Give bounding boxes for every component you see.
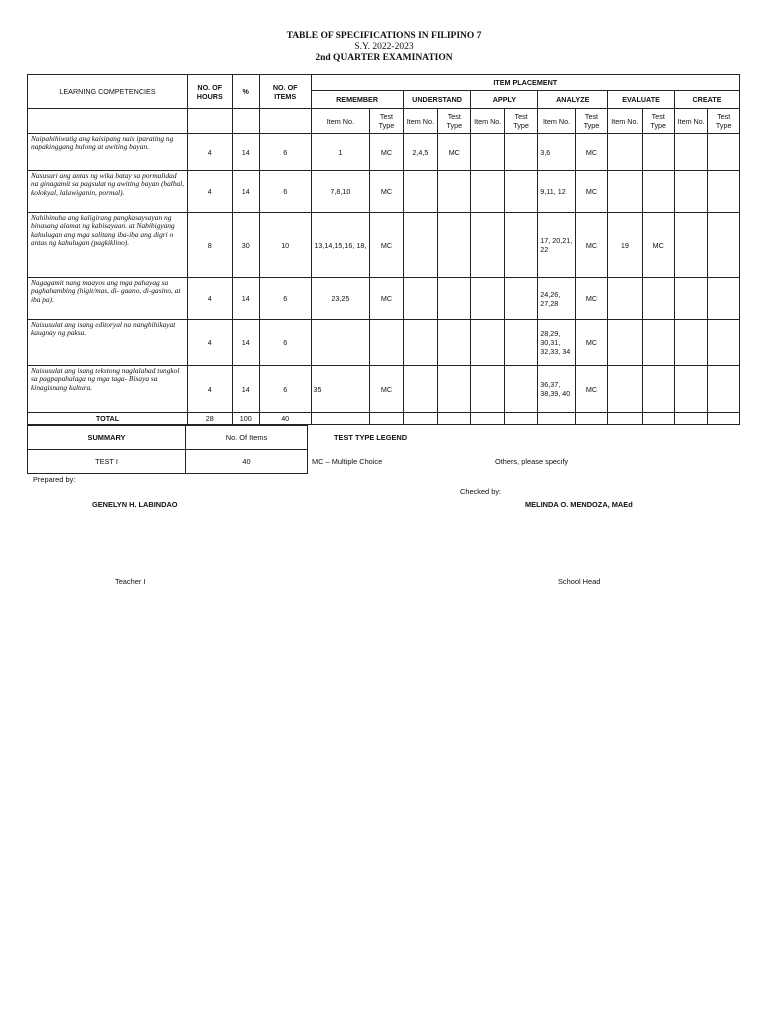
header-item-placement: ITEM PLACEMENT (311, 75, 739, 91)
items-cell: 6 (259, 366, 311, 413)
understand-test-type (438, 320, 471, 366)
remember-item-no: 1 (311, 134, 370, 171)
summary-test-items: 40 (186, 450, 308, 474)
competency-text: Naipahihiwatig ang kaisipang nais iparating ng napakinggang bulong at awiting bayan. (28, 134, 188, 171)
items-cell: 6 (259, 278, 311, 320)
summary-items-header: No. Of Items (186, 426, 308, 450)
apply-test-type (504, 134, 537, 171)
remember-item-no (311, 320, 370, 366)
blank-cell (538, 413, 575, 425)
apply-item-no (471, 320, 504, 366)
competency-text: Nasusuri ang antas ng wika batay sa pormalidad na ginagamit sa pagsulat ng awiting bayan (balbal, kolokyal, lalawiganin, pormal). (28, 171, 188, 213)
create-item-no (674, 366, 707, 413)
specification-table (27, 74, 740, 425)
hours-cell: 4 (188, 134, 233, 171)
understand-item-no (403, 213, 437, 278)
hours-cell: 4 (188, 278, 233, 320)
create-test-type (708, 320, 740, 366)
blank-cell (438, 413, 471, 425)
header-learning-competencies: LEARNING COMPETENCIES (28, 75, 188, 109)
table-row (28, 278, 740, 320)
blank-cell (232, 109, 259, 134)
blank-cell (259, 109, 311, 134)
subheader-item-no: Item No. (471, 109, 504, 134)
understand-test-type (438, 213, 471, 278)
understand-item-no (403, 278, 437, 320)
subheader-item-no: Item No. (403, 109, 437, 134)
summary-table (27, 425, 308, 474)
analyze-item-no: 3,6 (538, 134, 575, 171)
total-percent: 100 (232, 413, 259, 425)
remember-item-no: 35 (311, 366, 370, 413)
subheader-test-type: Test Type (708, 109, 740, 134)
checked-by-label: Checked by: (460, 487, 502, 496)
items-cell: 6 (259, 134, 311, 171)
subheader-item-no: Item No. (608, 109, 642, 134)
legend-others: Others, please specify (495, 457, 569, 466)
total-items: 40 (259, 413, 311, 425)
understand-item-no (403, 171, 437, 213)
table-row (28, 134, 740, 171)
percent-cell: 14 (232, 366, 259, 413)
level-evaluate: EVALUATE (608, 91, 675, 109)
remember-item-no: 13,14,15,16, 18, (311, 213, 370, 278)
apply-item-no (471, 366, 504, 413)
blank-cell (575, 413, 607, 425)
exam-title: 2nd QUARTER EXAMINATION (315, 53, 453, 63)
blank-cell (708, 413, 740, 425)
remember-test-type: MC (370, 134, 403, 171)
evaluate-test-type (642, 320, 674, 366)
create-item-no (674, 278, 707, 320)
level-create: CREATE (674, 91, 739, 109)
analyze-item-no: 24,26, 27,28 (538, 278, 575, 320)
blank-cell (370, 413, 403, 425)
create-item-no (674, 213, 707, 278)
subheader-test-type: Test Type (575, 109, 607, 134)
understand-test-type (438, 366, 471, 413)
create-item-no (674, 134, 707, 171)
evaluate-test-type (642, 366, 674, 413)
analyze-test-type: MC (575, 366, 607, 413)
competency-text: Naisusulat ang isang editoryal na nanghihikayat kaugnay ng paksa. (28, 320, 188, 366)
create-item-no (674, 320, 707, 366)
total-label: TOTAL (28, 413, 188, 425)
apply-test-type (504, 320, 537, 366)
header-hours: NO. OF HOURS (188, 75, 233, 109)
apply-test-type (504, 171, 537, 213)
remember-test-type: MC (370, 213, 403, 278)
analyze-test-type: MC (575, 278, 607, 320)
evaluate-item-no (608, 366, 642, 413)
blank-cell (311, 413, 370, 425)
create-test-type (708, 366, 740, 413)
analyze-item-no: 28,29, 30,31, 32,33, 34 (538, 320, 575, 366)
percent-cell: 14 (232, 320, 259, 366)
percent-cell: 30 (232, 213, 259, 278)
create-test-type (708, 134, 740, 171)
subheader-test-type: Test Type (642, 109, 674, 134)
create-test-type (708, 171, 740, 213)
apply-item-no (471, 278, 504, 320)
blank-cell (471, 413, 504, 425)
apply-test-type (504, 366, 537, 413)
percent-cell: 14 (232, 134, 259, 171)
school-year: S.Y. 2022-2023 (354, 42, 414, 52)
blank-cell (403, 413, 437, 425)
evaluate-item-no (608, 134, 642, 171)
analyze-item-no: 17, 20,21, 22 (538, 213, 575, 278)
table-row (28, 213, 740, 278)
blank-cell (642, 413, 674, 425)
table-row (28, 171, 740, 213)
understand-item-no (403, 320, 437, 366)
analyze-test-type: MC (575, 213, 607, 278)
percent-cell: 14 (232, 278, 259, 320)
analyze-test-type: MC (575, 171, 607, 213)
level-understand: UNDERSTAND (403, 91, 471, 109)
analyze-test-type: MC (575, 320, 607, 366)
document-title: TABLE OF SPECIFICATIONS IN FILIPINO 7 (286, 31, 482, 41)
summary-test-label: TEST I (28, 450, 186, 474)
hours-cell: 4 (188, 366, 233, 413)
remember-item-no: 23,25 (311, 278, 370, 320)
analyze-test-type: MC (575, 134, 607, 171)
understand-item-no (403, 366, 437, 413)
subheader-test-type: Test Type (504, 109, 537, 134)
blank-cell (608, 413, 642, 425)
hours-cell: 8 (188, 213, 233, 278)
subheader-item-no: Item No. (674, 109, 707, 134)
prepared-by-name: GENELYN H. LABINDAO (92, 500, 178, 509)
competency-text: Nahihinuha ang kaligirang pangkasaysayan ng binasang alamat ng kabisayaan. at Nabibigyang kahulugan ang mga salitang iba-iba ang digri o antas ng kahulugan (pagkiklino). (28, 213, 188, 278)
evaluate-test-type (642, 134, 674, 171)
remember-test-type: MC (370, 278, 403, 320)
checked-by-name: MELINDA O. MENDOZA, MAEd (525, 500, 633, 509)
items-cell: 6 (259, 320, 311, 366)
table-row (28, 320, 740, 366)
blank-cell (188, 109, 233, 134)
legend-title: TEST TYPE LEGEND (334, 433, 408, 442)
items-cell: 6 (259, 171, 311, 213)
items-cell: 10 (259, 213, 311, 278)
apply-item-no (471, 134, 504, 171)
evaluate-item-no (608, 320, 642, 366)
apply-item-no (471, 213, 504, 278)
remember-test-type: MC (370, 171, 403, 213)
hours-cell: 4 (188, 320, 233, 366)
subheader-item-no: Item No. (311, 109, 370, 134)
create-item-no (674, 171, 707, 213)
create-test-type (708, 278, 740, 320)
understand-test-type (438, 171, 471, 213)
competency-text: Nagagamit nang maayos ang mga pahayag sa paghahambing (higit/mas, di- gaano, di-gasino, at iba pa). (28, 278, 188, 320)
level-remember: REMEMBER (311, 91, 403, 109)
analyze-item-no: 36,37, 38,39, 40 (538, 366, 575, 413)
understand-test-type (438, 278, 471, 320)
blank-cell (504, 413, 537, 425)
hours-cell: 4 (188, 171, 233, 213)
summary-title: SUMMARY (28, 426, 186, 450)
create-test-type (708, 213, 740, 278)
prepared-by-position: Teacher I (115, 577, 146, 586)
understand-test-type: MC (438, 134, 471, 171)
competency-text: Naisusulat ang isang tekstong naglalahad tungkol sa pagpapahalaga ng mga taga- Bisaya sa kinagisnang kultura. (28, 366, 188, 413)
header-percent: % (232, 75, 259, 109)
legend-mc: MC – Multiple Choice (312, 457, 383, 466)
total-hours: 28 (188, 413, 233, 425)
apply-item-no (471, 171, 504, 213)
understand-item-no: 2,4,5 (403, 134, 437, 171)
blank-cell (674, 413, 707, 425)
remember-item-no: 7,8,10 (311, 171, 370, 213)
apply-test-type (504, 278, 537, 320)
checked-by-position: School Head (558, 577, 601, 586)
header-items: NO. OF ITEMS (259, 75, 311, 109)
evaluate-test-type (642, 171, 674, 213)
prepared-by-label: Prepared by: (33, 475, 76, 484)
table-row (28, 366, 740, 413)
percent-cell: 14 (232, 171, 259, 213)
evaluate-item-no (608, 278, 642, 320)
analyze-item-no: 9,11, 12 (538, 171, 575, 213)
total-row (28, 413, 740, 425)
evaluate-test-type (642, 278, 674, 320)
subheader-test-type: Test Type (438, 109, 471, 134)
level-analyze: ANALYZE (538, 91, 608, 109)
subheader-item-no: Item No. (538, 109, 575, 134)
blank-cell (28, 109, 188, 134)
remember-test-type: MC (370, 366, 403, 413)
level-apply: APPLY (471, 91, 538, 109)
apply-test-type (504, 213, 537, 278)
subheader-test-type: Test Type (370, 109, 403, 134)
remember-test-type (370, 320, 403, 366)
evaluate-item-no: 19 (608, 213, 642, 278)
evaluate-item-no (608, 171, 642, 213)
evaluate-test-type: MC (642, 213, 674, 278)
